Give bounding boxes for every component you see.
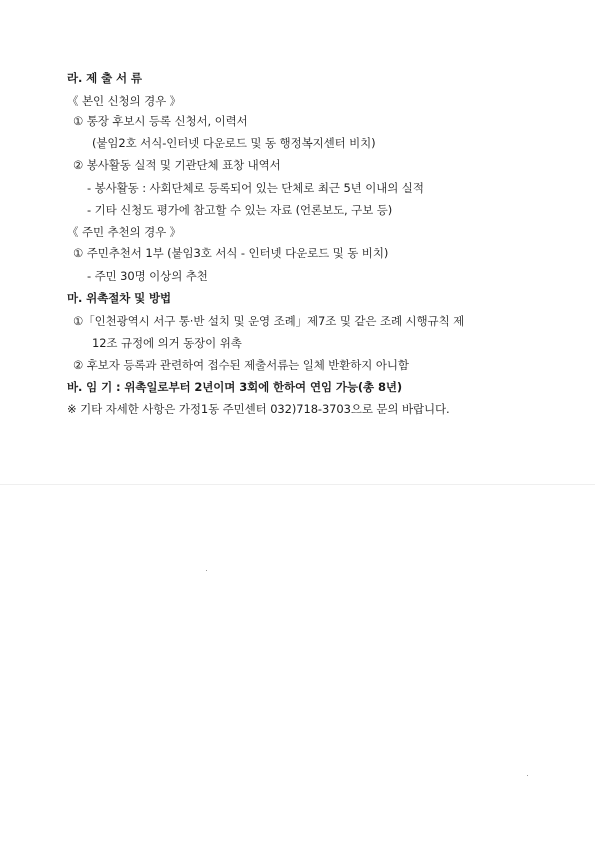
- section-heading-documents: 라. 제 출 서 류: [67, 71, 142, 85]
- subheading-self-application: 《 본인 신청의 경우 》: [67, 94, 182, 108]
- scan-divider-line: [0, 484, 595, 485]
- item-application-form-note: (붙임2호 서식-인터넷 다운로드 및 동 행정복지센터 비치): [92, 136, 376, 150]
- contact-note: ※ 기타 자세한 사항은 가정1동 주민센터 032)718-3703으로 문의 바랍니다.: [67, 402, 450, 416]
- subheading-resident-recommendation: 《 주민 추천의 경우 》: [67, 225, 182, 239]
- item-no-return: ② 후보자 등록과 관련하여 접수된 제출서류는 일체 반환하지 아니함: [73, 358, 409, 372]
- section-heading-term: 바. 임 기 : 위촉일로부터 2년이며 3회에 한하여 연임 가능(총 8년): [67, 380, 403, 394]
- item-volunteer-detail: - 봉사활동 : 사회단체로 등록되어 있는 단체로 최근 5년 이내의 실적: [87, 181, 424, 195]
- item-other-reference: - 기타 신청도 평가에 참고할 수 있는 자료 (언론보도, 구보 등): [87, 203, 393, 217]
- item-application-form: ① 통장 후보시 등록 신청서, 이력서: [73, 114, 248, 128]
- item-volunteer-record: ② 봉사활동 실적 및 기관단체 표창 내역서: [73, 158, 281, 172]
- scan-speck: [527, 775, 528, 776]
- item-ordinance: ①「인천광역시 서구 통·반 설치 및 운영 조례」제7조 및 같은 조례 시행규칙 제: [73, 314, 465, 328]
- item-ordinance-continued: 12조 규정에 의거 동장이 위촉: [92, 336, 242, 350]
- item-recommendation-count: - 주민 30명 이상의 추천: [87, 269, 208, 283]
- item-recommendation-form: ① 주민추천서 1부 (붙임3호 서식 - 인터넷 다운로드 및 동 비치): [73, 246, 389, 260]
- scan-speck: [206, 570, 207, 571]
- section-heading-procedure: 마. 위촉절차 및 방법: [67, 291, 172, 305]
